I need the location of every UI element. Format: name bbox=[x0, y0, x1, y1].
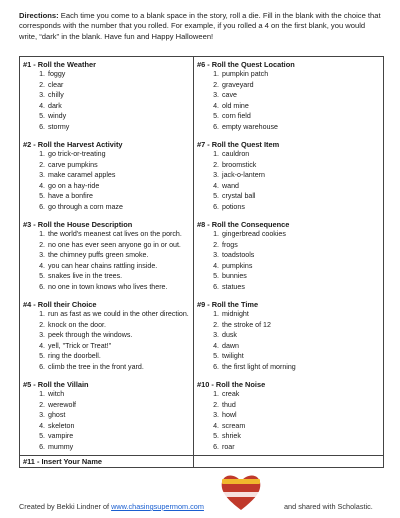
option-text: peek through the windows. bbox=[48, 331, 133, 340]
option-item bbox=[20, 261, 193, 272]
option-number: 5. bbox=[213, 352, 219, 361]
option-number: 6. bbox=[213, 122, 219, 131]
option-number: 1. bbox=[213, 390, 219, 398]
option-text: crystal ball bbox=[222, 192, 256, 201]
option-text: twilight bbox=[222, 352, 244, 361]
option-text: cave bbox=[222, 91, 237, 100]
right-section-4 bbox=[194, 297, 383, 377]
option-text: old mine bbox=[222, 101, 249, 110]
option-item bbox=[20, 122, 193, 133]
option-number: 4. bbox=[39, 261, 45, 270]
option-item bbox=[20, 271, 193, 282]
right-column bbox=[194, 57, 383, 467]
option-number: 3. bbox=[39, 331, 45, 340]
right-section-5 bbox=[194, 377, 383, 457]
option-item bbox=[20, 351, 193, 362]
option-number: 5. bbox=[39, 272, 45, 281]
option-text: wand bbox=[222, 181, 239, 190]
left-section-1 bbox=[20, 57, 193, 137]
option-item bbox=[20, 400, 193, 411]
option-item bbox=[194, 69, 383, 80]
option-text: go through a corn maze bbox=[48, 202, 123, 211]
option-text: jack-o-lantern bbox=[222, 171, 265, 180]
option-item bbox=[20, 309, 193, 320]
option-text: the stroke of 12 bbox=[222, 320, 271, 329]
option-text: potions bbox=[222, 202, 245, 211]
section-title: #6 - Roll the Quest Location bbox=[197, 60, 295, 69]
option-item bbox=[194, 431, 383, 442]
option-list bbox=[20, 229, 193, 293]
option-number: 4. bbox=[213, 261, 219, 270]
option-text: vampire bbox=[48, 432, 74, 441]
option-list bbox=[194, 149, 383, 213]
left-section-3 bbox=[20, 217, 193, 297]
option-number: 6. bbox=[213, 202, 219, 211]
option-number: 2. bbox=[39, 320, 45, 329]
left-section-2 bbox=[20, 137, 193, 217]
option-number: 3. bbox=[213, 331, 219, 340]
option-text: clear bbox=[48, 80, 64, 89]
option-number: 5. bbox=[39, 352, 45, 361]
option-text: snakes live in the trees. bbox=[48, 272, 123, 281]
option-number: 3. bbox=[213, 171, 219, 180]
option-number: 4. bbox=[39, 181, 45, 190]
option-number: 4. bbox=[213, 341, 219, 350]
option-list bbox=[20, 309, 193, 373]
option-text: werewolf bbox=[48, 400, 76, 409]
option-item bbox=[20, 80, 193, 91]
option-number: 1. bbox=[213, 230, 219, 238]
option-item bbox=[194, 351, 383, 362]
option-text: ring the doorbell. bbox=[48, 352, 101, 361]
option-item bbox=[194, 149, 383, 160]
option-text: windy bbox=[48, 112, 67, 121]
option-item bbox=[194, 282, 383, 293]
footer-link[interactable]: www.chasingsupermom.com bbox=[111, 502, 204, 511]
option-item bbox=[194, 309, 383, 320]
option-number: 4. bbox=[213, 101, 219, 110]
option-item bbox=[194, 90, 383, 101]
option-item bbox=[20, 229, 193, 240]
option-number: 6. bbox=[213, 282, 219, 291]
option-number: 1. bbox=[213, 310, 219, 318]
option-number: 6. bbox=[39, 122, 45, 131]
section-title: #9 - Roll the Time bbox=[197, 300, 259, 309]
option-number: 2. bbox=[213, 80, 219, 89]
section-title: #7 - Roll the Quest Item bbox=[197, 140, 280, 149]
option-number: 1. bbox=[39, 70, 45, 78]
option-item bbox=[194, 111, 383, 122]
option-text: stormy bbox=[48, 122, 70, 131]
option-item bbox=[20, 431, 193, 442]
option-text: graveyard bbox=[222, 80, 254, 89]
option-text: empty warehouse bbox=[222, 122, 278, 131]
option-text: skeleton bbox=[48, 421, 75, 430]
option-list bbox=[194, 69, 383, 133]
option-number: 2. bbox=[213, 320, 219, 329]
option-number: 2. bbox=[213, 400, 219, 409]
option-text: go on a hay-ride bbox=[48, 181, 100, 190]
insert-name-heading: #11 - Insert Your Name bbox=[20, 455, 383, 468]
option-item bbox=[20, 282, 193, 293]
option-number: 1. bbox=[39, 150, 45, 158]
option-text: go trick-or-treating bbox=[48, 150, 106, 158]
option-number: 1. bbox=[39, 310, 45, 318]
option-text: knock on the door. bbox=[48, 320, 106, 329]
option-item bbox=[194, 240, 383, 251]
footer-suffix: and shared with Scholastic. bbox=[284, 502, 373, 511]
option-text: frogs bbox=[222, 240, 238, 249]
option-number: 3. bbox=[39, 171, 45, 180]
option-item bbox=[20, 90, 193, 101]
option-item bbox=[194, 191, 383, 202]
option-text: you can hear chains rattling inside. bbox=[48, 261, 158, 270]
option-number: 3. bbox=[213, 91, 219, 100]
option-number: 1. bbox=[39, 230, 45, 238]
option-text: roar bbox=[222, 442, 235, 451]
option-number: 1. bbox=[213, 150, 219, 158]
option-item bbox=[194, 202, 383, 213]
option-text: climb the tree in the front yard. bbox=[48, 362, 144, 371]
option-item bbox=[194, 421, 383, 432]
option-item bbox=[194, 170, 383, 181]
option-list bbox=[20, 69, 193, 133]
option-number: 5. bbox=[39, 112, 45, 121]
option-number: 4. bbox=[213, 421, 219, 430]
option-item bbox=[20, 170, 193, 181]
right-section-1 bbox=[194, 57, 383, 137]
option-list bbox=[20, 149, 193, 213]
option-item bbox=[20, 341, 193, 352]
right-section-3 bbox=[194, 217, 383, 297]
option-number: 1. bbox=[213, 70, 219, 78]
option-text: dusk bbox=[222, 331, 237, 340]
section-title: #4 - Roll their Choice bbox=[23, 300, 97, 309]
option-item bbox=[194, 330, 383, 341]
option-item bbox=[194, 101, 383, 112]
option-text: dawn bbox=[222, 341, 239, 350]
option-text: howl bbox=[222, 411, 237, 420]
footer bbox=[19, 502, 373, 511]
option-item bbox=[20, 330, 193, 341]
left-column bbox=[20, 57, 194, 467]
option-text: creak bbox=[222, 390, 240, 398]
option-number: 6. bbox=[39, 442, 45, 451]
option-item bbox=[20, 202, 193, 213]
option-text: statues bbox=[222, 282, 245, 291]
option-number: 3. bbox=[213, 251, 219, 260]
option-number: 5. bbox=[213, 192, 219, 201]
option-text: carve pumpkins bbox=[48, 160, 98, 169]
option-number: 4. bbox=[213, 181, 219, 190]
option-number: 5. bbox=[213, 432, 219, 441]
option-item bbox=[194, 229, 383, 240]
option-text: corn field bbox=[222, 112, 251, 121]
option-text: foggy bbox=[48, 70, 66, 78]
option-text: mummy bbox=[48, 442, 74, 451]
option-item bbox=[20, 250, 193, 261]
option-text: cauldron bbox=[222, 150, 250, 158]
option-text: thud bbox=[222, 400, 236, 409]
option-number: 4. bbox=[39, 101, 45, 110]
option-item bbox=[20, 191, 193, 202]
option-number: 3. bbox=[39, 411, 45, 420]
option-text: bunnies bbox=[222, 272, 247, 281]
option-text: the world's meanest cat lives on the porch. bbox=[48, 230, 182, 238]
option-text: run as fast as we could in the other direction. bbox=[48, 310, 189, 318]
option-text: witch bbox=[48, 390, 65, 398]
option-item bbox=[20, 421, 193, 432]
option-text: shriek bbox=[222, 432, 241, 441]
option-item bbox=[20, 101, 193, 112]
option-item bbox=[20, 181, 193, 192]
option-number: 6. bbox=[213, 442, 219, 451]
option-text: scream bbox=[222, 421, 246, 430]
option-text: pumpkins bbox=[222, 261, 253, 270]
option-number: 2. bbox=[39, 240, 45, 249]
option-text: no one has ever seen anyone go in or out. bbox=[48, 240, 181, 249]
left-section-5 bbox=[20, 377, 193, 457]
section-title: #5 - Roll the Villain bbox=[23, 380, 89, 389]
option-item bbox=[194, 341, 383, 352]
option-number: 3. bbox=[39, 91, 45, 100]
section-title: #8 - Roll the Consequence bbox=[197, 220, 290, 229]
option-number: 2. bbox=[39, 160, 45, 169]
option-number: 2. bbox=[39, 80, 45, 89]
footer-prefix: Created by Bekki Lindner of bbox=[19, 502, 112, 511]
option-item bbox=[194, 80, 383, 91]
option-text: chilly bbox=[48, 91, 64, 100]
option-number: 6. bbox=[39, 282, 45, 291]
option-item bbox=[20, 362, 193, 373]
section-title: #10 - Roll the Noise bbox=[197, 380, 266, 389]
option-text: have a bonfire bbox=[48, 192, 93, 201]
option-number: 5. bbox=[213, 112, 219, 121]
option-item bbox=[20, 69, 193, 80]
option-text: no one in town knows who lives there. bbox=[48, 282, 168, 291]
option-number: 3. bbox=[39, 251, 45, 260]
option-item bbox=[194, 362, 383, 373]
option-item bbox=[194, 261, 383, 272]
option-number: 4. bbox=[39, 341, 45, 350]
directions-label: Directions: bbox=[19, 11, 59, 20]
option-list bbox=[194, 389, 383, 453]
option-number: 5. bbox=[213, 272, 219, 281]
left-section-4 bbox=[20, 297, 193, 377]
option-number: 5. bbox=[39, 432, 45, 441]
section-title: #2 - Roll the Harvest Activity bbox=[23, 140, 123, 149]
option-item bbox=[20, 320, 193, 331]
option-text: toadstools bbox=[222, 251, 255, 260]
option-number: 4. bbox=[39, 421, 45, 430]
option-item bbox=[20, 389, 193, 400]
option-number: 6. bbox=[213, 362, 219, 371]
option-item bbox=[20, 111, 193, 122]
directions-text: Each time you come to a blank space in the story, roll a die. Fill in the blank with the choice that corresponds with the number that you rolled. For example, if you rolled a 4 on the first blank, you would write, “dark” in the blank. Have fun and Happy Halloween! bbox=[19, 11, 381, 41]
option-text: dark bbox=[48, 101, 62, 110]
option-item bbox=[194, 250, 383, 261]
option-text: pumpkin patch bbox=[222, 70, 269, 78]
option-number: 2. bbox=[213, 240, 219, 249]
option-text: make caramel apples bbox=[48, 171, 116, 180]
option-text: yell, "Trick or Treat!" bbox=[48, 341, 112, 350]
option-item bbox=[194, 389, 383, 400]
option-text: broomstick bbox=[222, 160, 257, 169]
option-item bbox=[194, 320, 383, 331]
option-item bbox=[20, 442, 193, 453]
option-item bbox=[194, 181, 383, 192]
chasing-supermom-logo bbox=[218, 472, 264, 512]
directions bbox=[19, 11, 385, 42]
option-item bbox=[194, 122, 383, 133]
option-item bbox=[194, 400, 383, 411]
option-list bbox=[194, 309, 383, 373]
option-item bbox=[20, 410, 193, 421]
option-text: gingerbread cookies bbox=[222, 230, 286, 238]
option-item bbox=[194, 160, 383, 171]
option-list bbox=[20, 389, 193, 453]
option-number: 6. bbox=[39, 202, 45, 211]
option-text: the chimney puffs green smoke. bbox=[48, 251, 149, 260]
option-text: the first light of morning bbox=[222, 362, 296, 371]
option-number: 2. bbox=[39, 400, 45, 409]
option-list bbox=[194, 229, 383, 293]
option-number: 1. bbox=[39, 390, 45, 398]
roll-table bbox=[19, 56, 384, 468]
option-text: ghost bbox=[48, 411, 66, 420]
option-item bbox=[194, 271, 383, 282]
option-number: 2. bbox=[213, 160, 219, 169]
option-item bbox=[194, 442, 383, 453]
right-section-2 bbox=[194, 137, 383, 217]
option-item bbox=[194, 410, 383, 421]
option-item bbox=[20, 240, 193, 251]
section-title: #1 - Roll the Weather bbox=[23, 60, 96, 69]
option-number: 5. bbox=[39, 192, 45, 201]
section-title: #3 - Roll the House Description bbox=[23, 220, 133, 229]
option-item bbox=[20, 149, 193, 160]
option-number: 3. bbox=[213, 411, 219, 420]
option-item bbox=[20, 160, 193, 171]
option-number: 6. bbox=[39, 362, 45, 371]
option-text: midnight bbox=[222, 310, 249, 318]
